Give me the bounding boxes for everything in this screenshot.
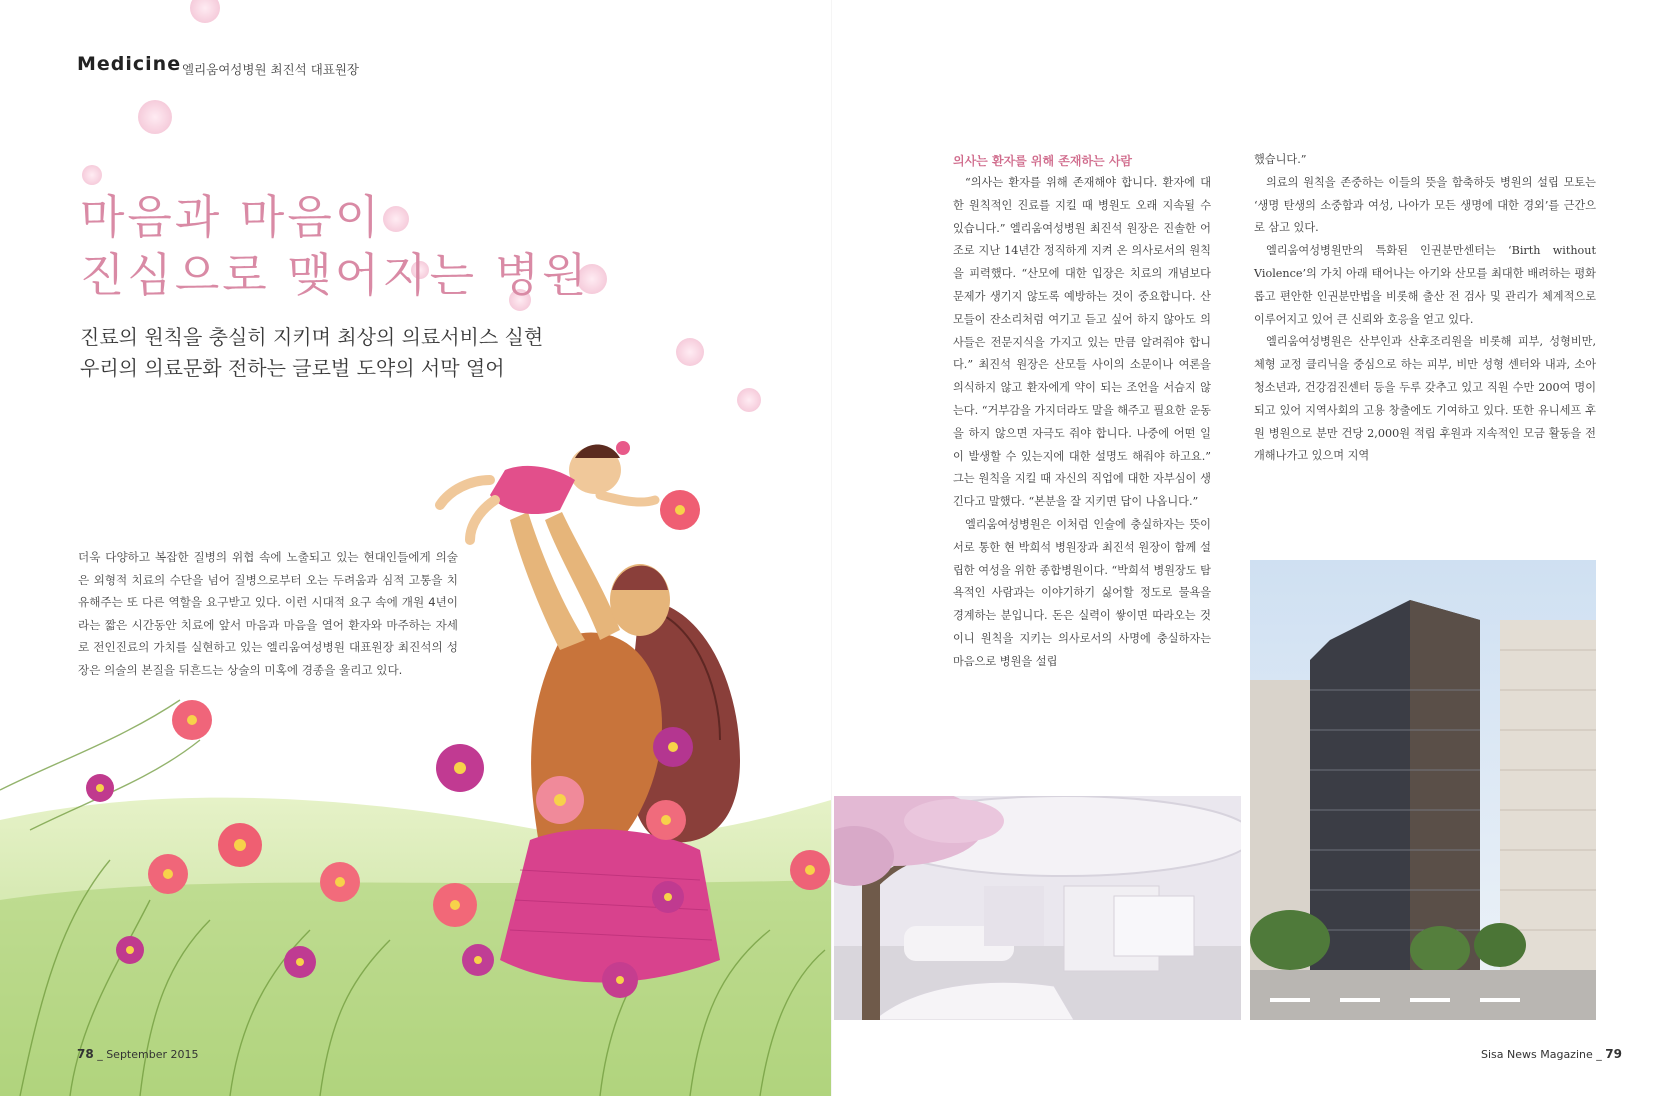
left-folio-separator: _	[97, 1048, 103, 1061]
title-line-1: 마음과 마음이	[80, 190, 383, 244]
hospital-lobby-photo	[834, 796, 1241, 1020]
column-2-paragraph: 엘리움여성병원은 산부인과 산후조리원을 비롯해 피부, 성형비만, 체형 교정 클리닉을 중심으로 하는 피부, 비만 성형 센터와 내과, 소아청소년과, 건강검진센터 등을 두루 갖추고 있고 직원 수만 200여 명이 되고 있어 지역사회의 고용 창출에도 기여하고 있다. 또한 유니세프 후원 병원으로 분만 건당 2,000원 적립 후원과 지속적인 모금 활동을 전개해나가고 있으며 지역	[1254, 335, 1596, 463]
hospital-building-photo	[1250, 560, 1596, 1020]
column-2-paragraph: 엘리움여성병원만의 특화된 인권분만센터는 ‘Birth without Violence’의 가치 아래 태어나는 아기와 산모를 최대한 배려하는 평화롭고 편안한 인권분만법을 비롯해 출산 전 검사 및 관리가 체계적으로 이루어지고 있어 큰 신뢰와 호응을 얻고 있다.	[1254, 244, 1596, 326]
right-folio	[1481, 1047, 1622, 1061]
article-column-2	[1254, 149, 1596, 468]
column-2-paragraph: 했습니다.”	[1254, 153, 1307, 166]
left-folio-issue: September 2015	[106, 1048, 199, 1061]
article-title	[80, 188, 590, 304]
article-column-1	[953, 172, 1211, 674]
right-folio-separator: _	[1596, 1048, 1602, 1061]
article-section-head: 의사는 환자를 위해 존재하는 사람	[953, 154, 1133, 168]
column-1-paragraph: “의사는 환자를 위해 존재해야 합니다. 환자에 대한 원칙적인 진료를 지킬 때 병원도 오래 지속될 수 있습니다.” 엘리움여성병원 최진석 원장은 진솔한 어조로 지난 14년간 정직하게 지켜 온 의사로서의 원칙을 피력했다. “산모에 대한 입장은 치료의 개념보다 문제가 생기지 않도록 예방하는 것이 중요합니다. 산모들이 잔소리처럼 여기고 듣고 싶어 하지 않아도 의사들은 전문지식을 가지고 있는 만큼 알려줘야 합니다.” 최진석 원장은 산모들 사이의 소문이나 여론을 의식하지 않고 환자에게 약이 되는 조언을 서슴지 않는다. “거부감을 가지더라도 말을 해주고 필요한 운동을 하지 않으면 자극도 줘야 합니다. 나중에 어떤 일이 발생할 수 있는지에 대한 설명도 해줘야 하고요.” 그는 원칙을 지킬 때 자신의 직업에 대한 자부심이 생긴다고 말했다. “본분을 잘 지키면 답이 나옵니다.”	[953, 176, 1211, 509]
column-1-paragraph: 엘리움여성병원은 이처럼 인술에 충실하자는 뜻이 서로 통한 현 박희석 병원장과 최진석 원장이 함께 설립한 여성을 위한 종합병원이다. “박희석 병원장도 탐욕적인 사람과는 이야기하기 싫어할 정도로 물욕을 경계하는 분입니다. 돈은 실력이 쌓이면 따라오는 것이니 원칙을 지키는 의사로서의 사명에 충실하자는 마음으로 병원을 설립	[953, 517, 1211, 668]
article-subtitle	[80, 322, 543, 384]
right-page-number: 79	[1605, 1047, 1622, 1061]
page-spine	[831, 0, 832, 1096]
right-folio-magazine: Sisa News Magazine	[1481, 1048, 1593, 1061]
section-label: Medicine	[77, 53, 182, 75]
subtitle-line-1: 진료의 원칙을 충실히 지키며 최상의 의료서비스 실현	[80, 325, 544, 349]
section-subtitle: 엘리움여성병원 최진석 대표원장	[182, 62, 359, 77]
lead-paragraph: 더욱 다양하고 복잡한 질병의 위협 속에 노출되고 있는 현대인들에게 의술은 외형적 치료의 수단을 넘어 질병으로부터 오는 두려움과 심적 고통을 치유해주는 또 다른 역할을 요구받고 있다. 이런 시대적 요구 속에 개원 4년이라는 짧은 시간동안 치료에 앞서 마음과 마음을 열어 환자와 마주하는 자세로 전인진료의 가치를 실현하고 있는 엘리움여성병원 대표원장 최진석의 성장은 의술의 본질을 뒤흔드는 상술의 미혹에 경종을 울리고 있다.	[78, 550, 458, 677]
subtitle-line-2: 우리의 의료문화 전하는 글로벌 도약의 서막 열어	[80, 356, 505, 380]
left-page-number: 78	[77, 1047, 94, 1061]
title-line-2: 진심으로 맺어지는 병원	[80, 248, 590, 302]
column-2-paragraph: 의료의 원칙을 존중하는 이들의 뜻을 함축하듯 병원의 설립 모토는 ‘생명 탄생의 소중함과 여성, 나아가 모든 생명에 대한 경외’를 근간으로 삼고 있다.	[1254, 175, 1596, 235]
left-folio	[77, 1047, 199, 1061]
